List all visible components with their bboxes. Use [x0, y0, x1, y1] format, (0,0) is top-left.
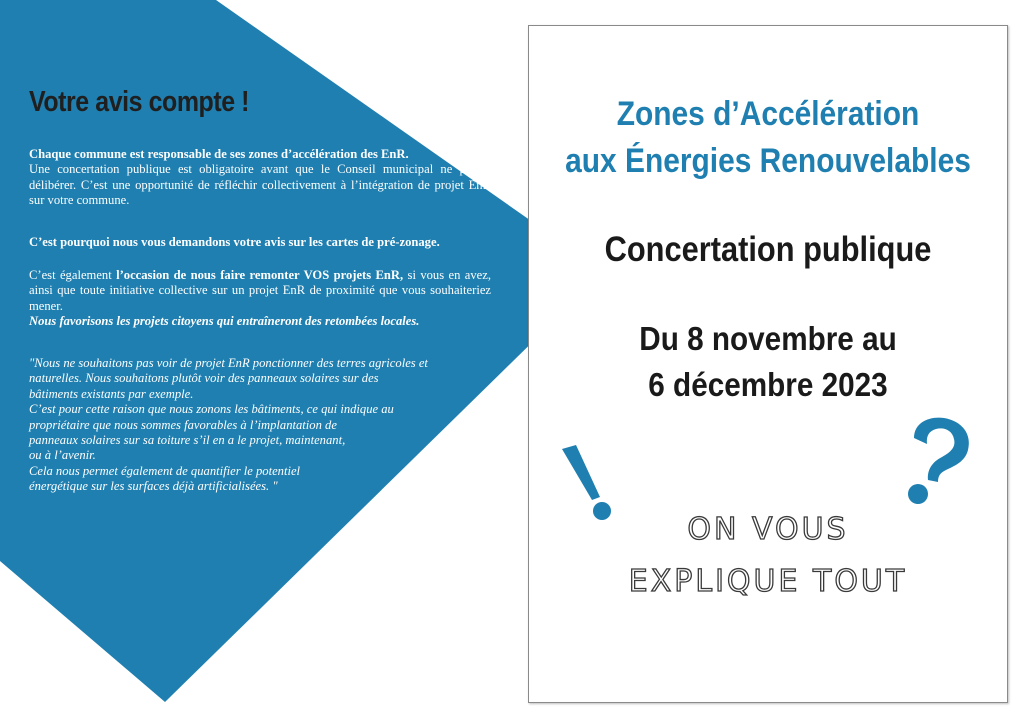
exclamation-icon: [560, 445, 620, 525]
quote-line: panneaux solaires sur sa toiture s’il en a le projet, maintenant,: [29, 433, 346, 448]
projects-start: C’est également: [29, 268, 117, 282]
intro-bold: Chaque commune est responsable de ses zones d’accélération des EnR.: [29, 147, 409, 161]
quote-line: Cela nous permet également de quantifier le potentiel: [29, 463, 301, 478]
projects-bold: l’occasion de nous faire remonter VOS projets EnR,: [116, 268, 404, 282]
dates-line2: 6 décembre 2023: [648, 366, 888, 403]
card-subtitle: Concertation publique: [604, 230, 932, 269]
question-mark-icon: [896, 414, 976, 506]
quote-line: propriétaire que nous sommes favorables à l’implantation de: [29, 417, 337, 432]
quote-line: bâtiments existants par exemple.: [29, 386, 194, 401]
card-title-line1: Zones d’Accélération: [616, 95, 920, 133]
quote-line: C’est pour cette raison que nous zonons les bâtiments, ce qui indique au: [29, 402, 394, 417]
headline: Votre avis compte !: [29, 86, 250, 118]
intro-paragraph: [29, 147, 491, 209]
intro-text: Une concertation publique est obligatoire avant que le Conseil municipal ne puisse délibérer. C’est une opportunité de réfléchir collectivement à l’intégration de projet EnR sur votre commune.: [29, 162, 491, 208]
request-paragraph: C’est pourquoi nous vous demandons votre avis sur les cartes de pré-zonage.: [29, 235, 440, 249]
dates-line1: Du 8 novembre au: [639, 320, 897, 357]
quote-line: "Nous ne souhaitons pas voir de projet EnR ponctionner des terres agricoles et: [29, 356, 428, 370]
quote-line: ou à l’avenir.: [29, 448, 96, 463]
quote-block: [29, 356, 469, 495]
quote-line: naturelles. Nous souhaitons plutôt voir des panneaux solaires sur des: [29, 371, 379, 386]
citizen-projects-text: Nous favorisons les projets citoyens qui entraîneront des retombées locales.: [29, 314, 420, 329]
card-title-line2: aux Énergies Renouvelables: [565, 142, 971, 180]
projects-rest: si vous en avez, ainsi que toute initiative collective sur un projet EnR de proximité que vous souhaiteriez mener.: [29, 268, 491, 313]
quote-line: énergétique sur les surfaces déjà artificialisées. ": [29, 479, 278, 494]
projects-paragraph: [29, 268, 491, 330]
info-card: [528, 25, 1008, 703]
explain-line2: EXPLIQUE TOUT: [628, 564, 908, 599]
explain-line1: ON VOUS: [687, 512, 849, 547]
